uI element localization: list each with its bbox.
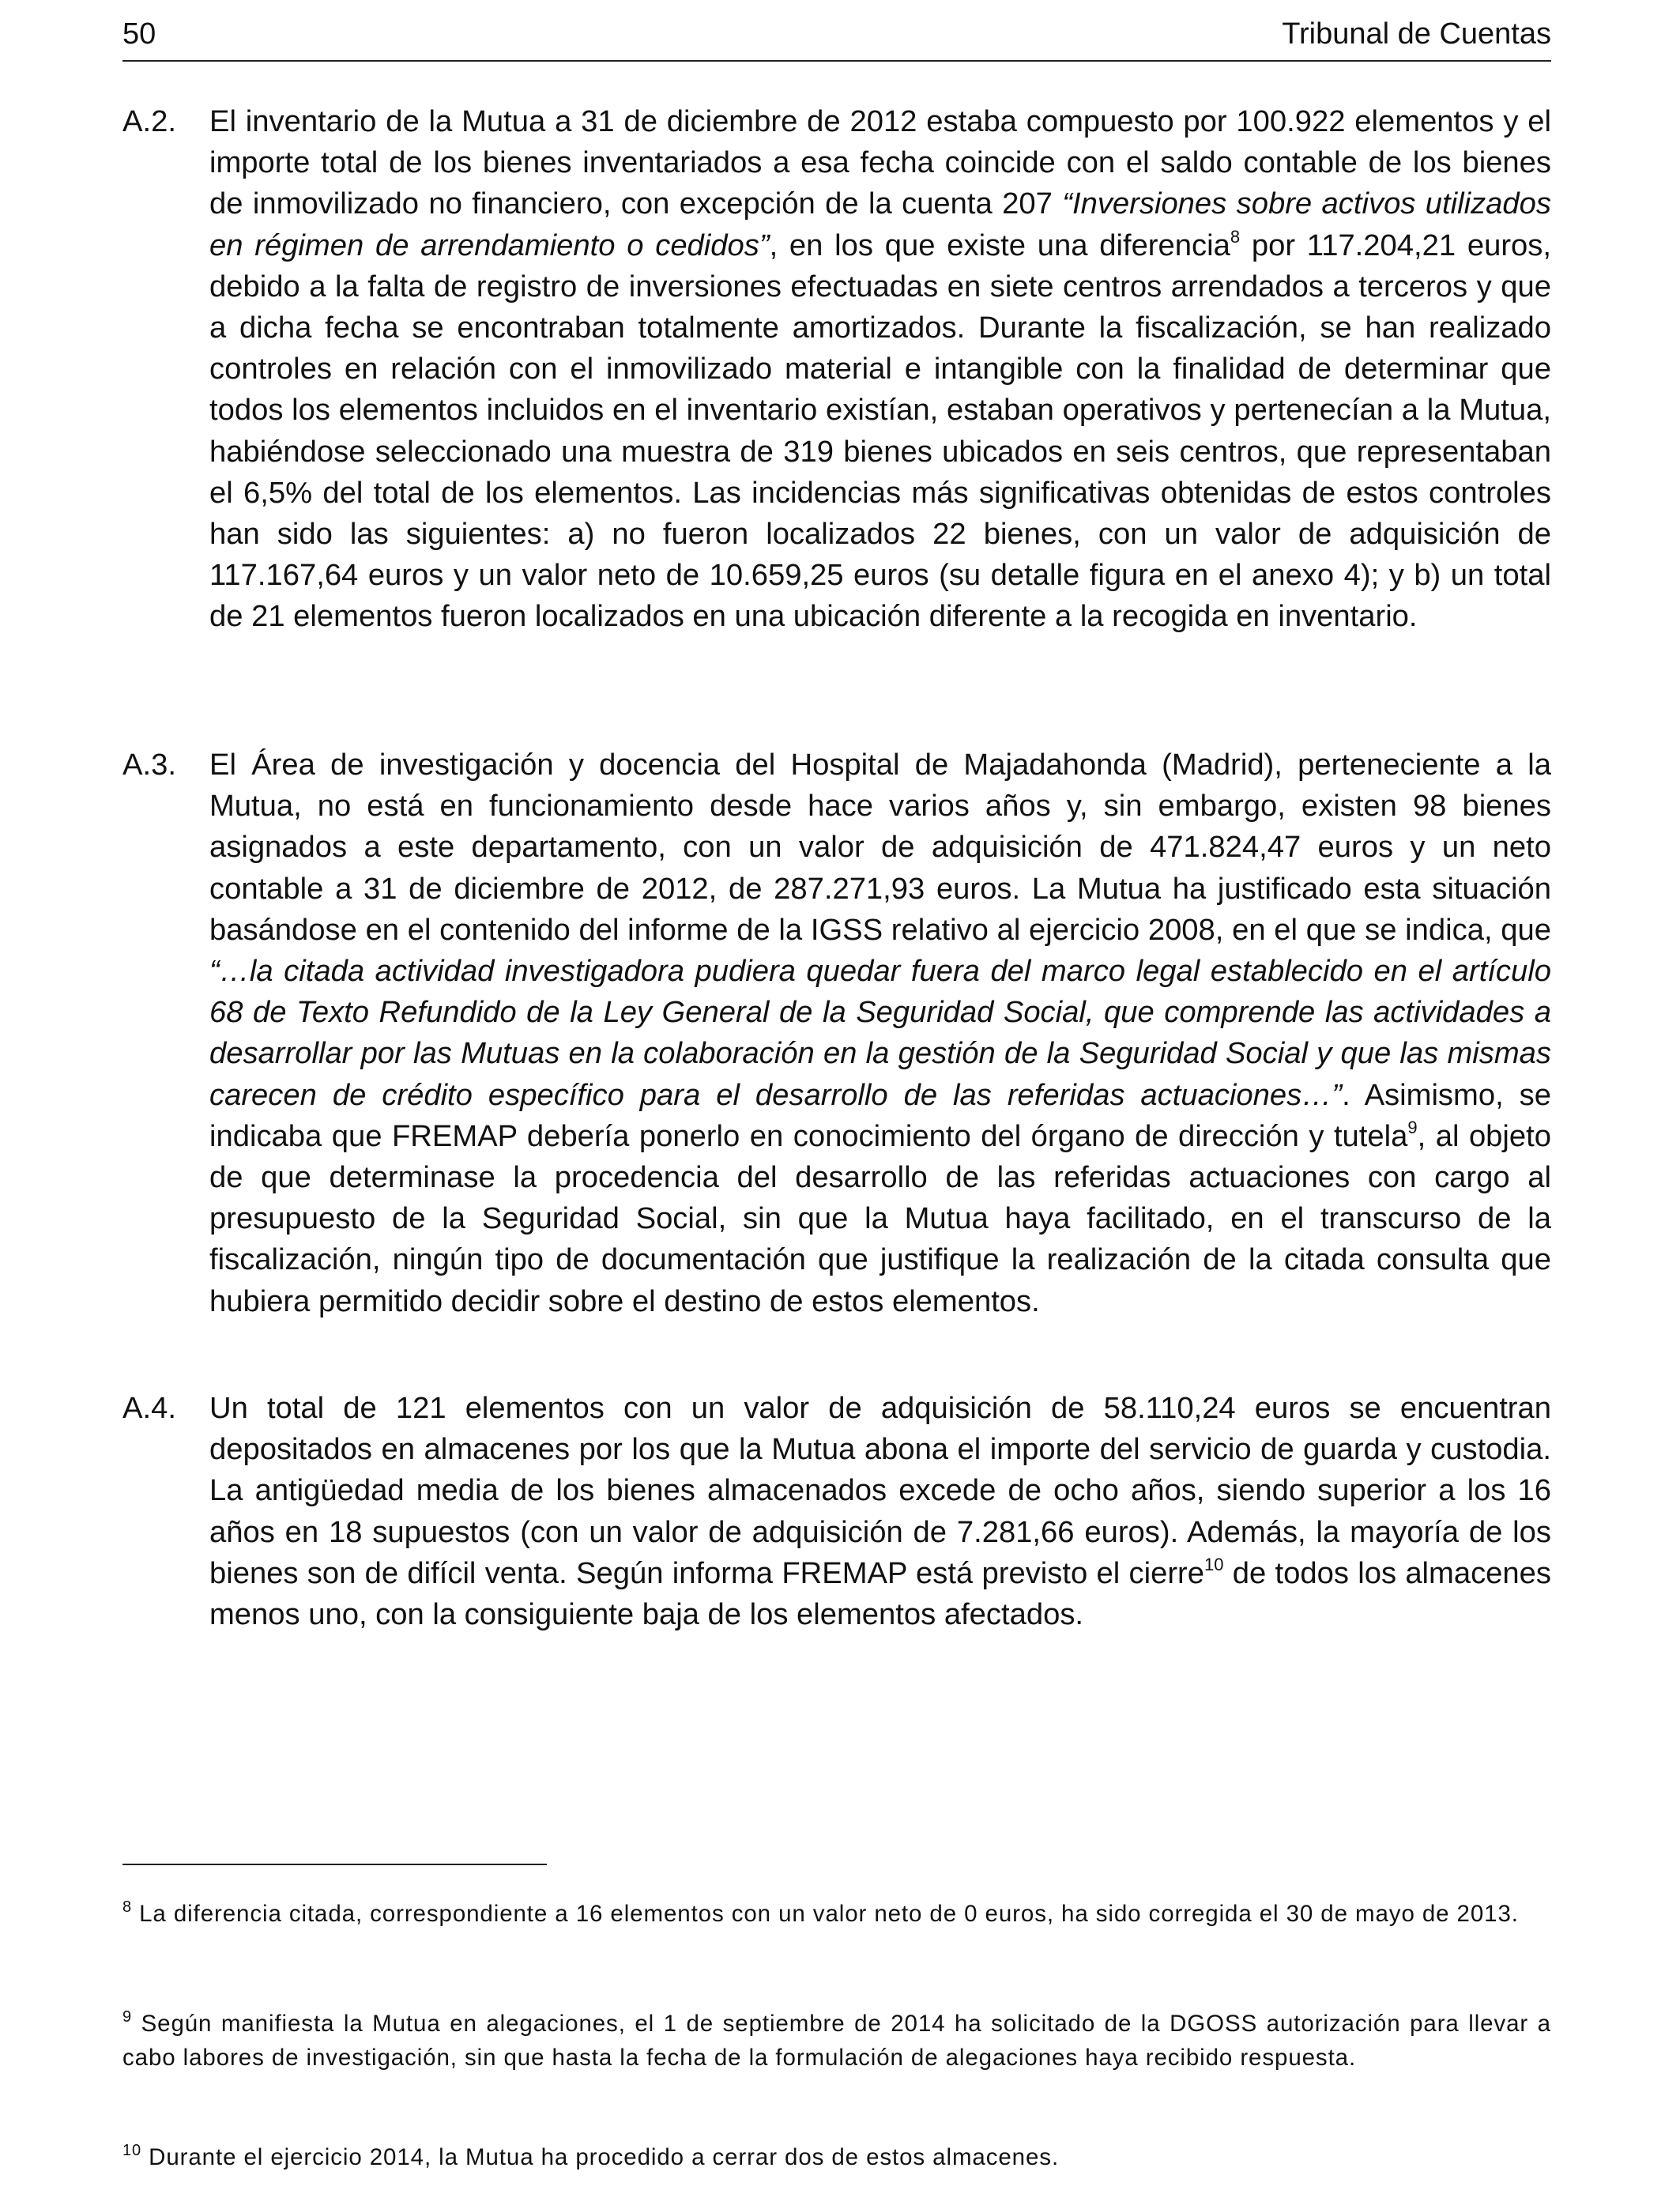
footnote-ref: 9 [1407, 1117, 1418, 1137]
paragraph-body [209, 1388, 1551, 1635]
footnote-mark: 8 [122, 1898, 133, 1916]
paragraph-body [209, 745, 1551, 1322]
text-run: El Área de investigación y docencia del Hospital de Majadahonda (Madrid), perteneciente a la Mutua, no está en funcionamiento desde hace varios años y, sin embargo, existen 98 bienes asignados a este departamento, con un valor de adquisición de 471.824,47 euros y un neto contable a 31 de diciembre de 2012, de 287.271,93 euros. La Mutua ha justificado esta situación basándose en el contenido del informe de la IGSS relativo al ejercicio 2008, en el que se indica, que [209, 748, 1551, 947]
footnote-ref: 10 [1204, 1554, 1224, 1574]
footnote-separator [122, 1864, 547, 1865]
footnote-mark: 10 [122, 2142, 142, 2159]
footnote-10 [122, 2140, 1551, 2174]
page-number: 50 [122, 17, 156, 51]
italic-quote: “Inversiones sobre activos utilizados en régimen de arrendamiento o cedidos” [209, 187, 1551, 262]
paragraph-a4 [122, 1388, 1551, 1635]
paragraph-a3 [122, 745, 1551, 1322]
text-run: , en los que existe una diferencia [769, 228, 1230, 262]
footnote-mark: 9 [122, 2008, 133, 2026]
paragraph-number: A.4. [122, 1391, 176, 1425]
paragraph-a2 [122, 101, 1551, 638]
footnote-text: La diferencia citada, correspondiente a 16 elementos con un valor neto de 0 euros, ha sido corregida el 30 de mayo de 2013. [132, 1901, 1519, 1927]
italic-quote: “…la citada actividad investigadora pudiera quedar fuera del marco legal establecido en el artículo 68 de Texto Refundido de la Ley General de la Seguridad Social, que comprende las actividades a desarrollar por las Mutuas en la colaboración en la gestión de la Seguridad Social y que las mismas carecen de crédito específico para el desarrollo de las referidas actuaciones…” [209, 954, 1551, 1112]
paragraph-number: A.2. [122, 104, 176, 138]
text-run: por 117.204,21 euros, debido a la falta de registro de inversiones efectuadas en siete centros arrendados a terceros y que a dicha fecha se encontraban totalmente amortizados. Durante la fiscalización, se han realizado controles en relación con el inmovilizado material e intangible con la finalidad de determinar que todos los elementos incluidos en el inventario existían, estaban operativos y pertenecían a la Mutua, habiéndose seleccionado una muestra de 319 bienes ubicados en seis centros, que representaban el 6,5% del total de los elementos. Las incidencias más significativas obtenidas de estos controles han sido las siguientes: a) no fueron localizados 22 bienes, con un valor de adquisición de 117.167,64 euros y un valor neto de 10.659,25 euros (su detalle figura en el anexo 4); y b) un total de 21 elementos fueron localizados en una ubicación diferente a la recogida en inventario. [209, 228, 1551, 634]
footnote-9 [122, 2007, 1551, 2075]
paragraph-number: A.3. [122, 748, 176, 782]
text-run: , al objeto de que determinase la procedencia del desarrollo de las referidas actuaciones con cargo al presupuesto de la Seguridad Social, sin que la Mutua haya facilitado, en el transcurso de la fiscalización, ningún tipo de documentación que justifique la realización de la citada consulta que hubiera permitido decidir sobre el destino de estos elementos. [209, 1118, 1551, 1318]
text-run: . Asimismo, se indicaba que FREMAP debería ponerlo en conocimiento del órgano de dirección y tutela [209, 1077, 1551, 1153]
page-header [122, 14, 1551, 62]
footnote-text: Según manifiesta la Mutua en alegaciones, el 1 de septiembre de 2014 ha solicitado de la DGOSS autorización para llevar a cabo labores de investigación, sin que hasta la fecha de la formulación de alegaciones haya recibido respuesta. [122, 2011, 1551, 2071]
footnote-ref: 8 [1230, 226, 1241, 247]
text-run: Un total de 121 elementos con un valor de adquisición de 58.110,24 euros se encuentran depositados en almacenes por los que la Mutua abona el importe del servicio de guarda y custodia. La antigüedad media de los bienes almacenados excede de ocho años, siendo superior a los 16 años en 18 supuestos (con un valor de adquisición de 7.281,66 euros). Además, la mayoría de los bienes son de difícil venta. Según informa FREMAP está previsto el cierre [209, 1391, 1551, 1590]
text-run: de todos los almacenes menos uno, con la consiguiente baja de los elementos afectados. [209, 1555, 1551, 1632]
footnote-text: Durante el ejercicio 2014, la Mutua ha procedido a cerrar dos de estos almacenes. [141, 2144, 1060, 2170]
text-run: El inventario de la Mutua a 31 de diciembre de 2012 estaba compuesto por 100.922 elementos y el importe total de los bienes inventariados a esa fecha coincide con el saldo contable de los bienes de inmovilizado no financiero, con excepción de la cuenta 207 [209, 104, 1551, 221]
running-title: Tribunal de Cuentas [1282, 17, 1551, 51]
paragraph-body [209, 101, 1551, 638]
footnote-8 [122, 1897, 1551, 1931]
